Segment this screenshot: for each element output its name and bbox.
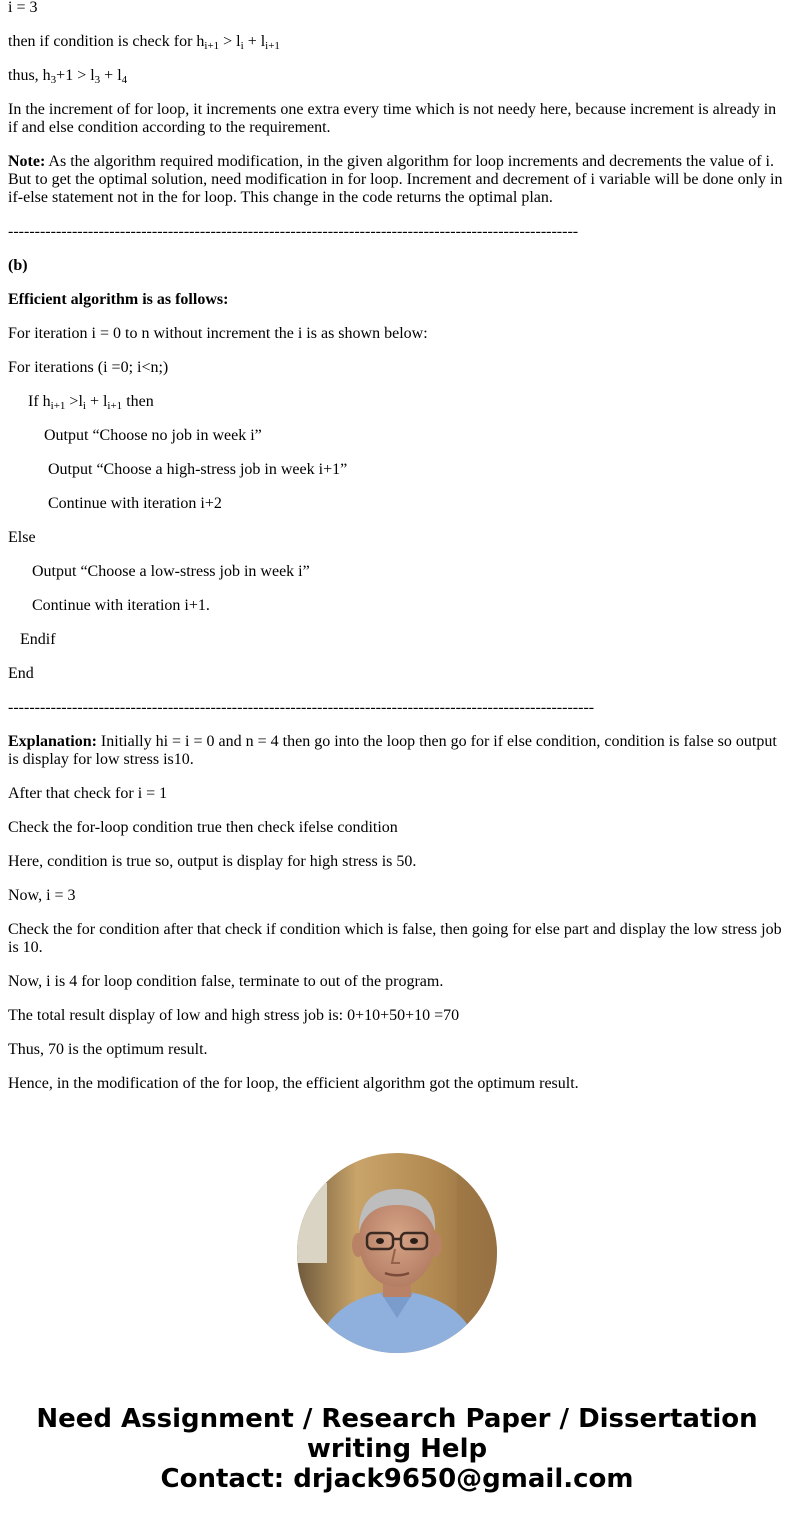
- condition-line: then if condition is check for $h_{i+1} > l_i + l_{i+1}$: [8, 33, 280, 52]
- contact-line: Contact: drjack9650@gmail.com: [160, 1464, 634, 1494]
- algo-output-no-job: Output “Choose no job in week i”: [44, 427, 262, 444]
- part-b-label: (b): [8, 257, 28, 274]
- algo-endif: Endif: [20, 631, 56, 648]
- algo-for-line: For iterations (i =0; i<n;): [8, 359, 169, 376]
- iteration-intro: For iteration i = 0 to n without increment the i is as shown below:: [8, 325, 428, 342]
- algo-else: Else: [8, 529, 36, 546]
- optimum-result-line: Thus, 70 is the optimum result.: [8, 1041, 208, 1058]
- now-i3-line: Now, i = 3: [8, 887, 76, 904]
- author-portrait-icon: [297, 1153, 497, 1353]
- algo-output-high-stress: Output “Choose a high-stress job in week i+1”: [48, 461, 348, 478]
- algo-continue-i1: Continue with iteration i+1.: [32, 597, 210, 614]
- portrait-svg: [297, 1153, 497, 1353]
- increment-paragraph: In the increment of for loop, it increments one extra every time which is not needy here, because increment is already in if and else condition according to the requirement.: [8, 101, 777, 136]
- now-i4-line: Now, i is 4 for loop condition false, terminate to out of the program.: [8, 973, 444, 990]
- algo-end: End: [8, 665, 34, 682]
- after-check-line: After that check for i = 1: [8, 785, 168, 802]
- line-i-equals-3: i = 3: [8, 0, 38, 16]
- algo-output-low-stress: Output “Choose a low-stress job in week i”: [32, 563, 310, 580]
- algo-if-line: If $h_{i+1} >l_i + l_{i+1}$ then: [28, 393, 154, 412]
- promo-line-1: Need Assignment / Research Paper / Dissertation: [36, 1404, 758, 1434]
- answer-content: [8, 0, 786, 1109]
- conclusion-line: Hence, in the modification of the for loop, the efficient algorithm got the optimum result.: [8, 1075, 579, 1092]
- total-result-line: The total result display of low and high stress job is: 0+10+50+10 =70: [8, 1007, 460, 1024]
- note-paragraph: Note: As the algorithm required modification, in the given algorithm for loop increments and decrements the value of i. But to get the optimal solution, need modification in for loop. Increment and decrement of i variable will be done only in if-else statement not in the for loop. This change in the code returns the optimal plan.: [8, 153, 783, 206]
- explanation-paragraph: Explanation: Initially hi = i = 0 and n = 4 then go into the loop then go for if else condition, condition is false so output is display for low stress is10.: [8, 733, 777, 768]
- promo-line-2: writing Help: [306, 1434, 488, 1464]
- condition-true-line: Here, condition is true so, output is display for high stress is 50.: [8, 853, 417, 870]
- check-for-else-line: Check the for condition after that check if condition which is false, then going for else part and display the low stress job is 10.: [8, 921, 782, 956]
- separator-line: -----------------------------------------------------------------------------------------------------------: [8, 223, 579, 240]
- note-label: Note:: [8, 153, 46, 170]
- efficient-algorithm-heading: Efficient algorithm is as follows:: [8, 291, 229, 308]
- check-for-loop-line: Check the for-loop condition true then check ifelse condition: [8, 819, 398, 836]
- thus-line: thus, $h_3+1 > l_3 + l_4$: [8, 67, 128, 86]
- algo-continue-i2: Continue with iteration i+2: [48, 495, 222, 512]
- promo-footer: [0, 1404, 794, 1494]
- separator-line: --------------------------------------------------------------------------------------------------------------: [8, 699, 595, 716]
- explanation-label: Explanation:: [8, 733, 97, 750]
